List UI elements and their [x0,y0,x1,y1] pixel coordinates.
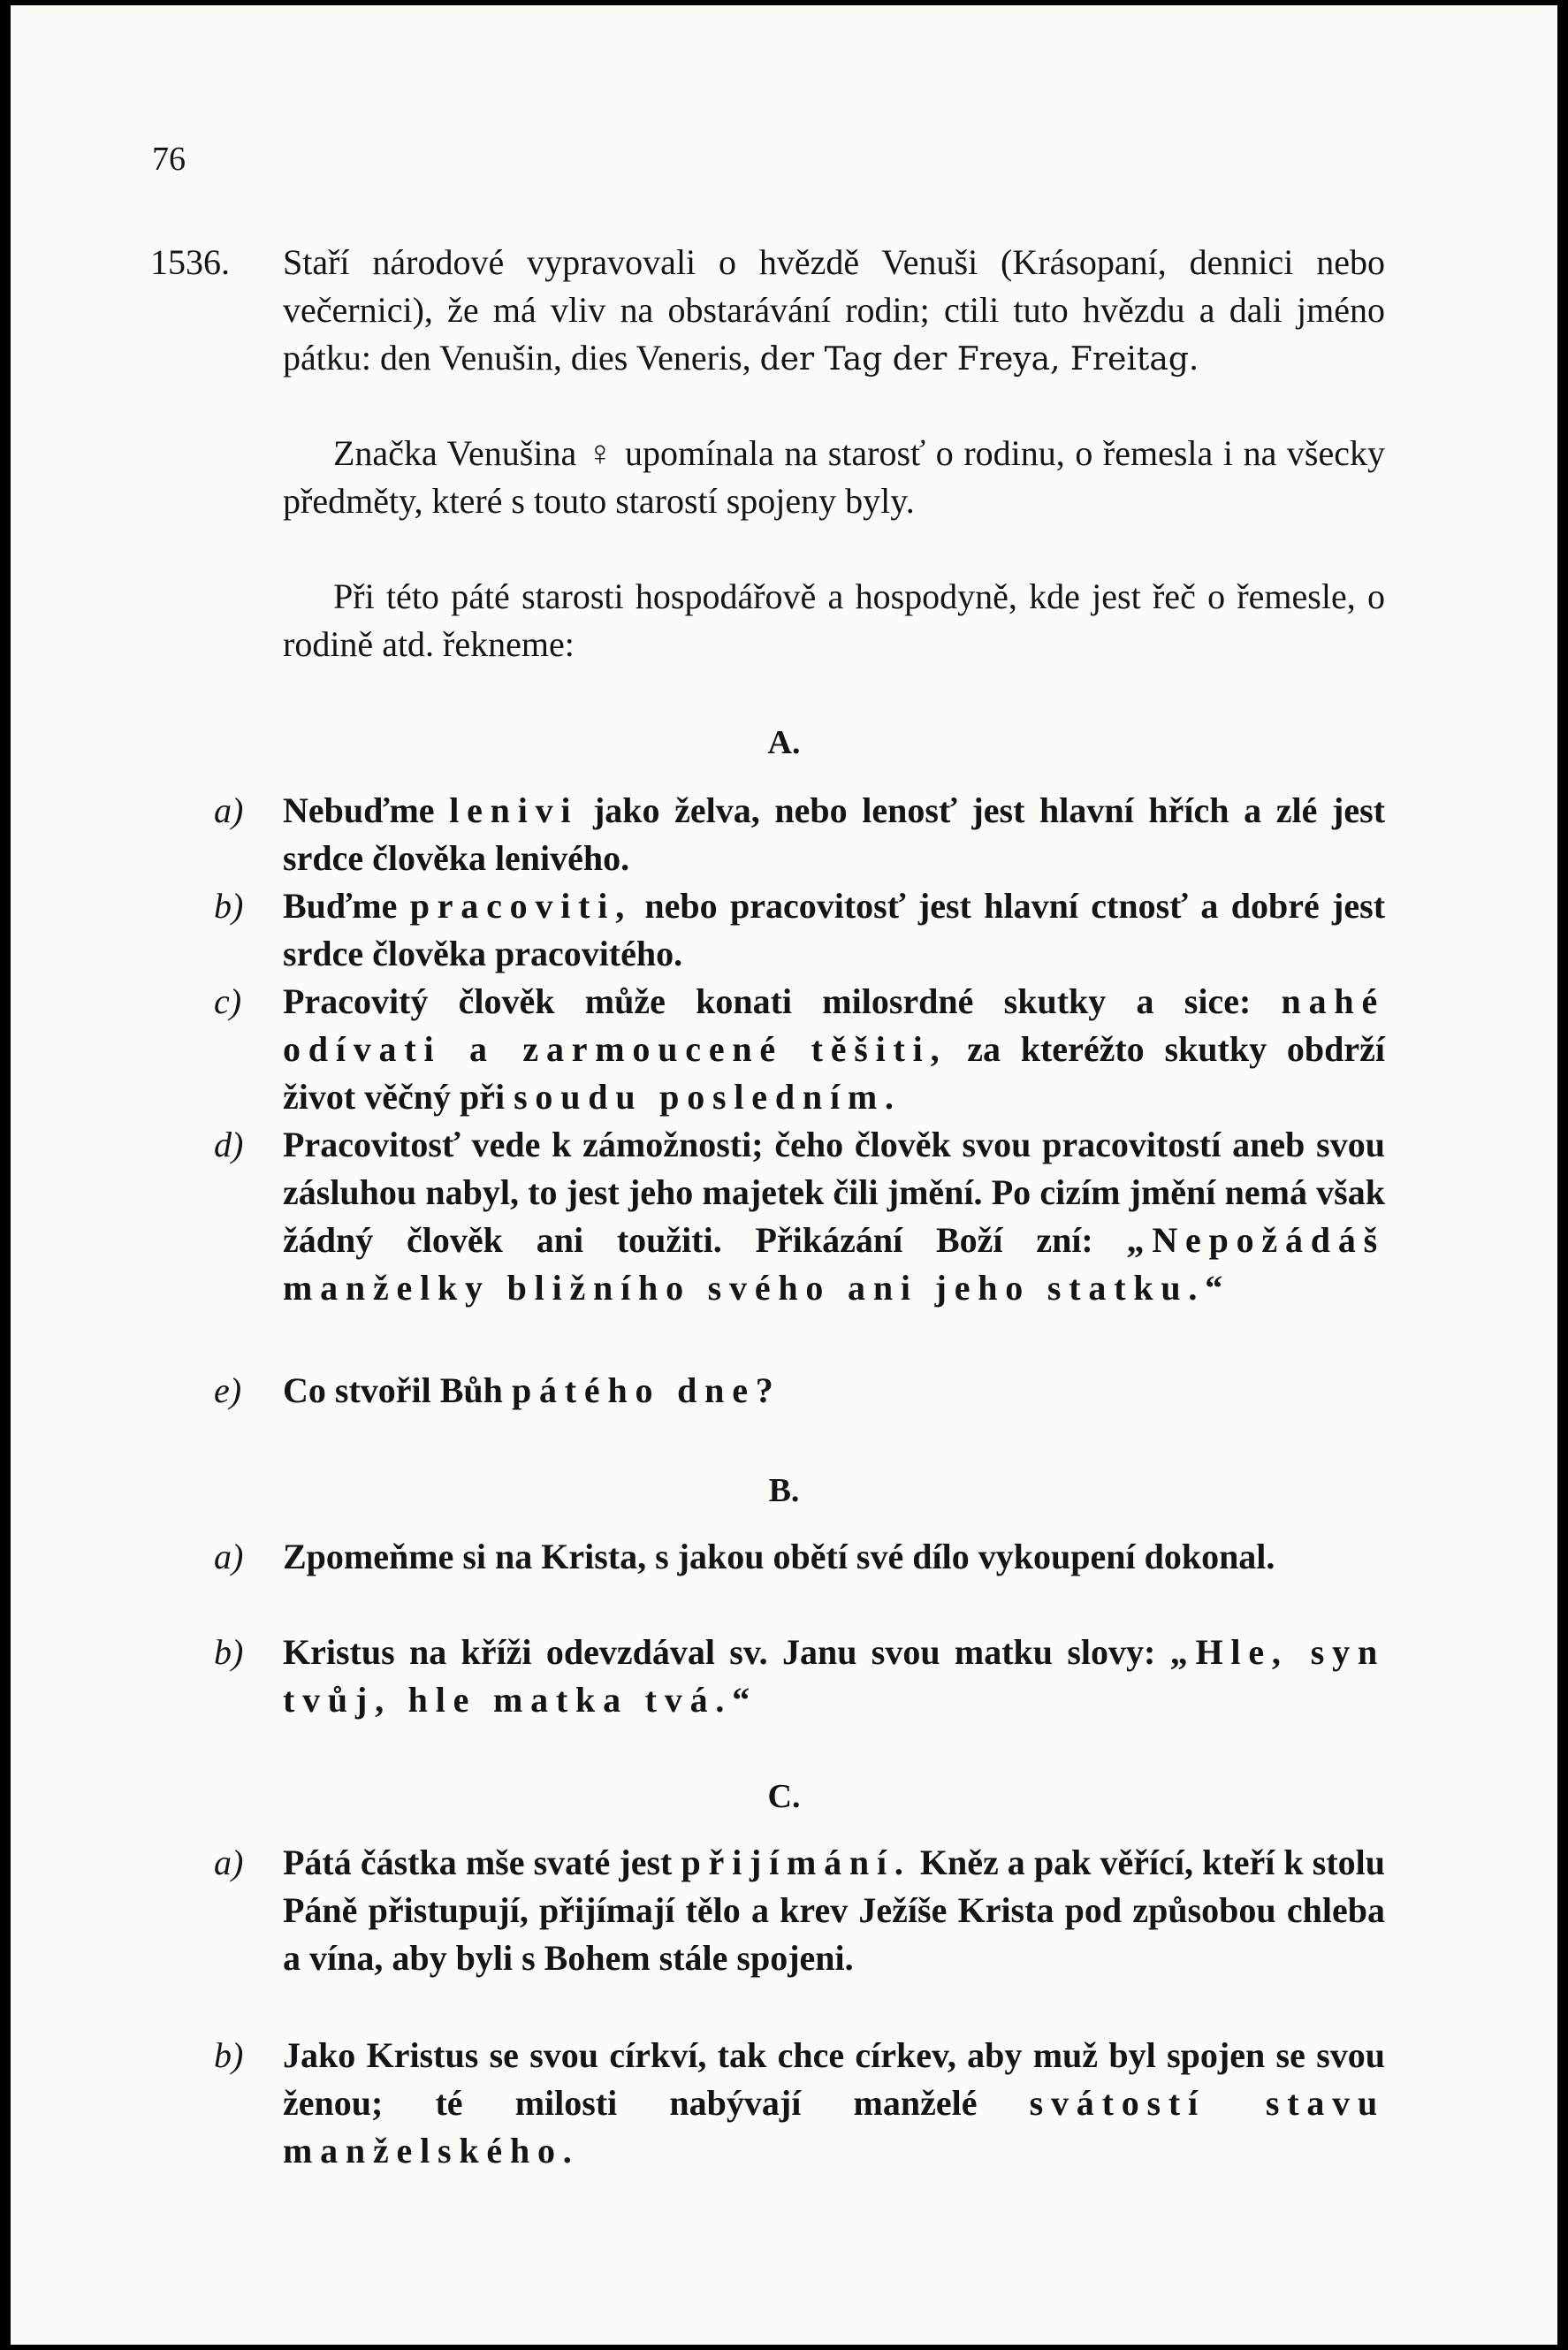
item-text-part: Buďme [283,886,398,926]
intro-text-1: Staří národové vypravovali o hvězdě Venuši (Krásopaní, dennici nebo večernici), že má vliv na obstarávání rodin; ctili tuto hvězdu a dali jméno pátku: den Venušin, dies Veneris, [283,242,1385,378]
section-c-item-a [11,1839,1557,1978]
item-text [283,1121,1385,1312]
item-text-part: Pátá částka mše svaté jest [283,1843,673,1882]
page-number: 76 [152,141,186,178]
section-c-heading: C. [767,1778,801,1815]
item-text-part: Nebuďme [283,790,435,830]
item-label: e) [214,1370,242,1410]
item-text [283,1533,1385,1581]
item-label: a) [214,790,244,830]
item-spaced-text: soudu posledním. [514,1077,902,1117]
item-text-part: nebo pracovitosť jest hlavní ctnosť a dobré jest srdce člověka pracovitého. [283,886,1386,973]
item-text [283,882,1385,978]
item-spaced-text: „Nepožádáš manželky bližního svého ani jeho statku.“ [283,1220,1385,1308]
entry-number: 1536. [150,242,230,282]
scanned-page [11,5,1557,2345]
section-b-item-a [11,1533,1557,1576]
item-text-part: za kteréžto skutky obdrží život věčný při [283,1029,1385,1117]
item-label: c) [214,981,242,1021]
section-a-item-b [11,882,1557,973]
item-spaced-text: svátostí stavu manželského. [283,2083,1386,2171]
section-c-item-b [11,2032,1557,2171]
section-b-heading: B. [768,1472,800,1509]
item-text-part: Pracovitosť vede k zámožnosti; čeho člověk svou pracovitostí aneb svou zásluhou nabyl, to jest jeho majetek čili jmění. Po cizím jmění nemá však žádný člověk ani toužiti. Přikázání Boží zní: [283,1125,1385,1260]
item-label: b) [214,1632,244,1672]
item-label: a) [214,1843,244,1882]
section-a-item-c [11,978,1557,1117]
intro-paragraph-1 [283,239,1385,384]
item-text-part: Zpomeňme si na Krista, s jakou obětí své dílo vykoupení dokonal. [283,1537,1275,1576]
item-label: a) [214,1537,244,1576]
item-spaced-text: „Hle, syn tvůj, hle matka tvá.“ [283,1632,1385,1720]
item-spaced-text: přijímání. [681,1843,911,1882]
item-text-part: Kněz a pak věřící, kteří k stolu Páně přistupují, přijímají tělo a krev Ježíše Krista pod způsobou chleba a vína, aby byli s Bohem stále spojeni. [283,1843,1386,1978]
item-text-part: Kristus na kříži odevzdával sv. Janu svou matku slovy: [283,1632,1156,1672]
item-text-part: jako želva, nebo lenosť jest hlavní hřích a zlé jest srdce člověka lenivého. [283,790,1386,878]
item-text-part: Co stvořil Bůh [283,1370,503,1410]
item-label: b) [214,2035,244,2075]
section-a-heading: A. [767,724,801,761]
intro-paragraph-2: Značka Venušina ♀ upomínala na starosť o rodinu, o řemesla i na všecky předměty, které s touto starostí spojeny byly. [283,433,1385,521]
item-text-part: Jako Kristus se svou církví, tak chce církev, aby muž byl spojen se svou ženou; té milosti nabývají manželé [283,2035,1385,2123]
item-label: d) [214,1125,244,1164]
section-a-item-e [11,1367,1557,1410]
item-spaced-text: lenivi [449,790,579,830]
item-spaced-text: pátého dne? [511,1370,781,1410]
intro-paragraph-3: Při této páté starosti hospodářově a hospodyně, kde jest řeč o řemesle, o rodině atd. řekneme: [283,576,1385,664]
item-spaced-text: pracoviti, [409,886,633,926]
item-label: b) [214,886,244,926]
item-text [283,978,1385,1121]
item-text [283,1839,1385,1982]
item-text [283,1629,1385,1724]
item-spaced-text: nahé odívati a zarmoucené těšiti, [283,981,1385,1069]
item-text [283,787,1385,882]
item-text [283,2032,1385,2175]
section-a-item-a [11,787,1557,878]
intro-fraktur-text: der Tag der Freya, Freitag. [759,341,1199,378]
item-text-part: Pracovitý člověk může konati milosrdné skutky a sice: [283,981,1252,1021]
section-a-item-d [11,1121,1557,1308]
item-text [283,1367,1385,1415]
